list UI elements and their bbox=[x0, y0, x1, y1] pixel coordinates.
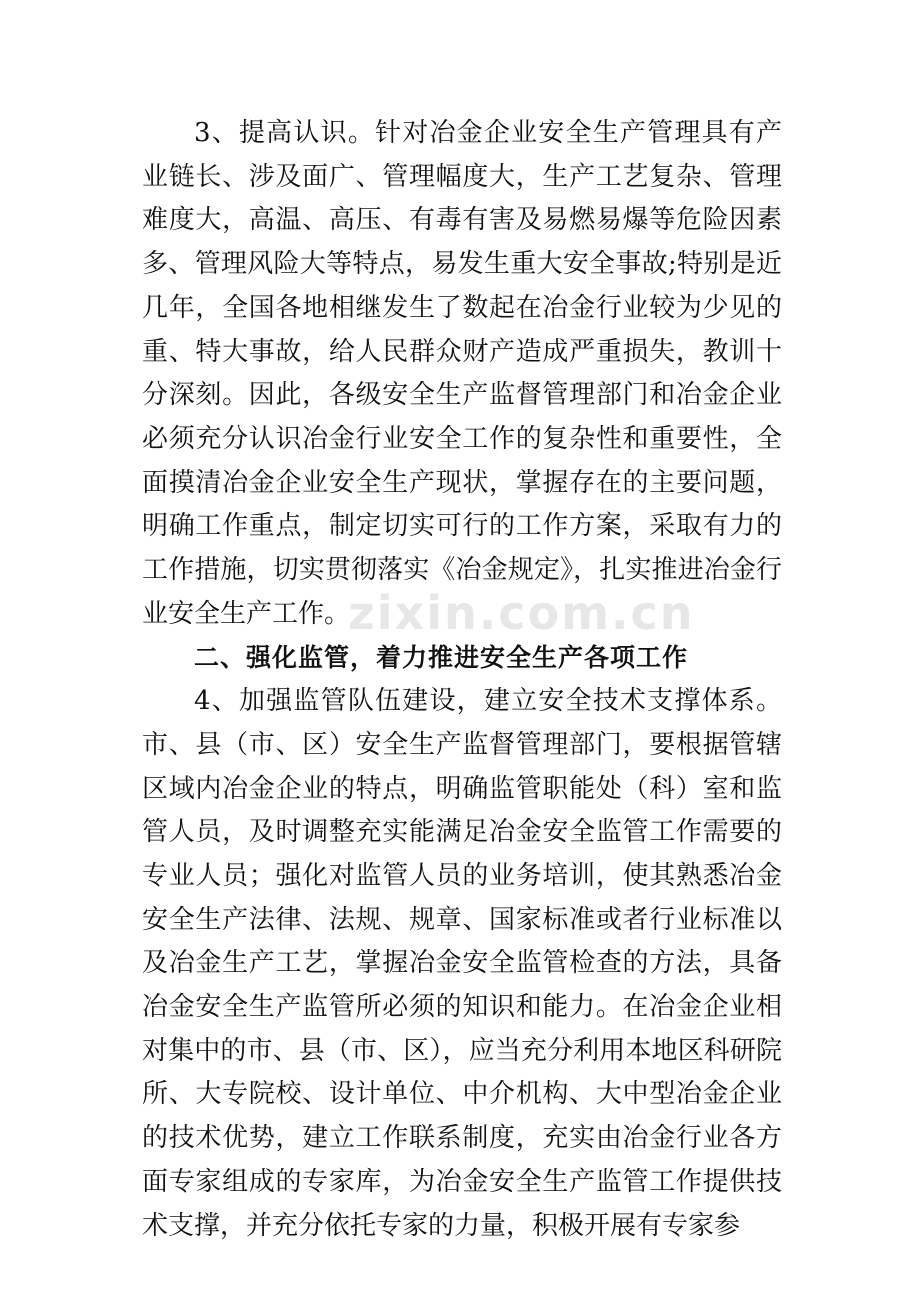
watermark: zixin.com.cn bbox=[348, 586, 695, 640]
paragraph-4: 4、加强监管队伍建设，建立安全技术支撑体系。市、县（市、区）安全生产监督管理部门，要根据管辖区域内冶金企业的特点，明确监管职能处（科）室和监管人员，及时调整充实能满足冶金安全监管工作需要的专业人员；强化对监管人员的业务培训，使其熟悉冶金安全生产法律、法规、规章、国家标准或者行业标准以及冶金生产工艺，掌握冶金安全监管检查的方法，具备冶金安全生产监管所必须的知识和能力。在冶金企业相对集中的市、县（市、区），应当充分利用本地区科研院所、大专院校、设计单位、中介机构、大中型冶金企业的技术优势，建立工作联系制度，充实由冶金行业各方面专家组成的专家库，为冶金安全生产监管工作提供技术支撑，并充分依托专家的力量，积极开展有专家参 bbox=[142, 686, 782, 1241]
document-page bbox=[142, 112, 782, 1248]
paragraph-3: 3、提高认识。针对冶金企业安全生产管理具有产业链长、涉及面广、管理幅度大，生产工艺复杂、管理难度大，高温、高压、有毒有害及易燃易爆等危险因素多、管理风险大等特点，易发生重大安全事故;特别是近几年，全国各地相继发生了数起在冶金行业较为少见的重、特大事故，给人民群众财产造成严重损失，教训十分深刻。因此，各级安全生产监督管理部门和冶金企业必须充分认识冶金行业安全工作的复杂性和重要性，全面摸清冶金企业安全生产现状，掌握存在的主要问题，明确工作重点，制定切实可行的工作方案，采取有力的工作措施，切实贯彻落实《冶金规定》，扎实推进冶金行业安全生产工作。 bbox=[142, 118, 782, 629]
section-heading: 二、强化监管，着力推进安全生产各项工作 bbox=[194, 643, 689, 673]
